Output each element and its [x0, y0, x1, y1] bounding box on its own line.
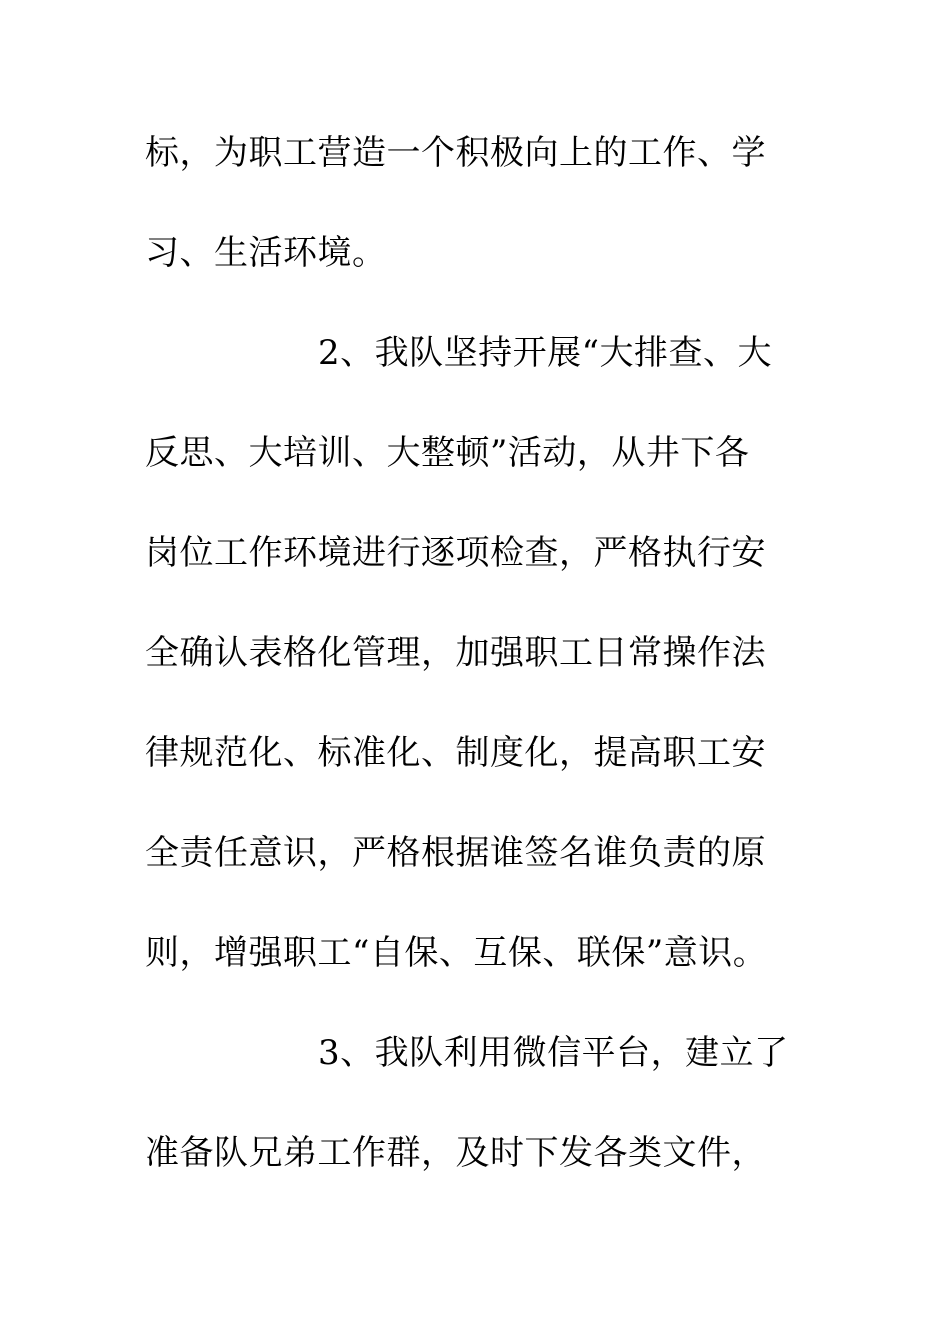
text-line: 准备队兄弟工作群，及时下发各类文件， — [145, 1133, 766, 1173]
text-line: 岗位工作环境进行逐项检查，严格执行安 — [145, 533, 766, 573]
paragraph-start-line: 3、我队利用微信平台，建立了 — [318, 1033, 789, 1073]
text-line: 反思、大培训、大整顿”活动，从井下各 — [145, 433, 750, 473]
text-line: 律规范化、标准化、制度化，提高职工安 — [145, 733, 766, 773]
text-line: 全确认表格化管理，加强职工日常操作法 — [145, 633, 766, 673]
text-line: 全责任意识，严格根据谁签名谁负责的原 — [145, 833, 766, 873]
text-line: 标，为职工营造一个积极向上的工作、学 — [145, 133, 766, 173]
text-line: 则，增强职工“自保、互保、联保”意识。 — [145, 933, 768, 973]
text-line: 习、生活环境。 — [145, 233, 387, 273]
paragraph-start-line: 2、我队坚持开展“大排查、大 — [318, 333, 773, 373]
